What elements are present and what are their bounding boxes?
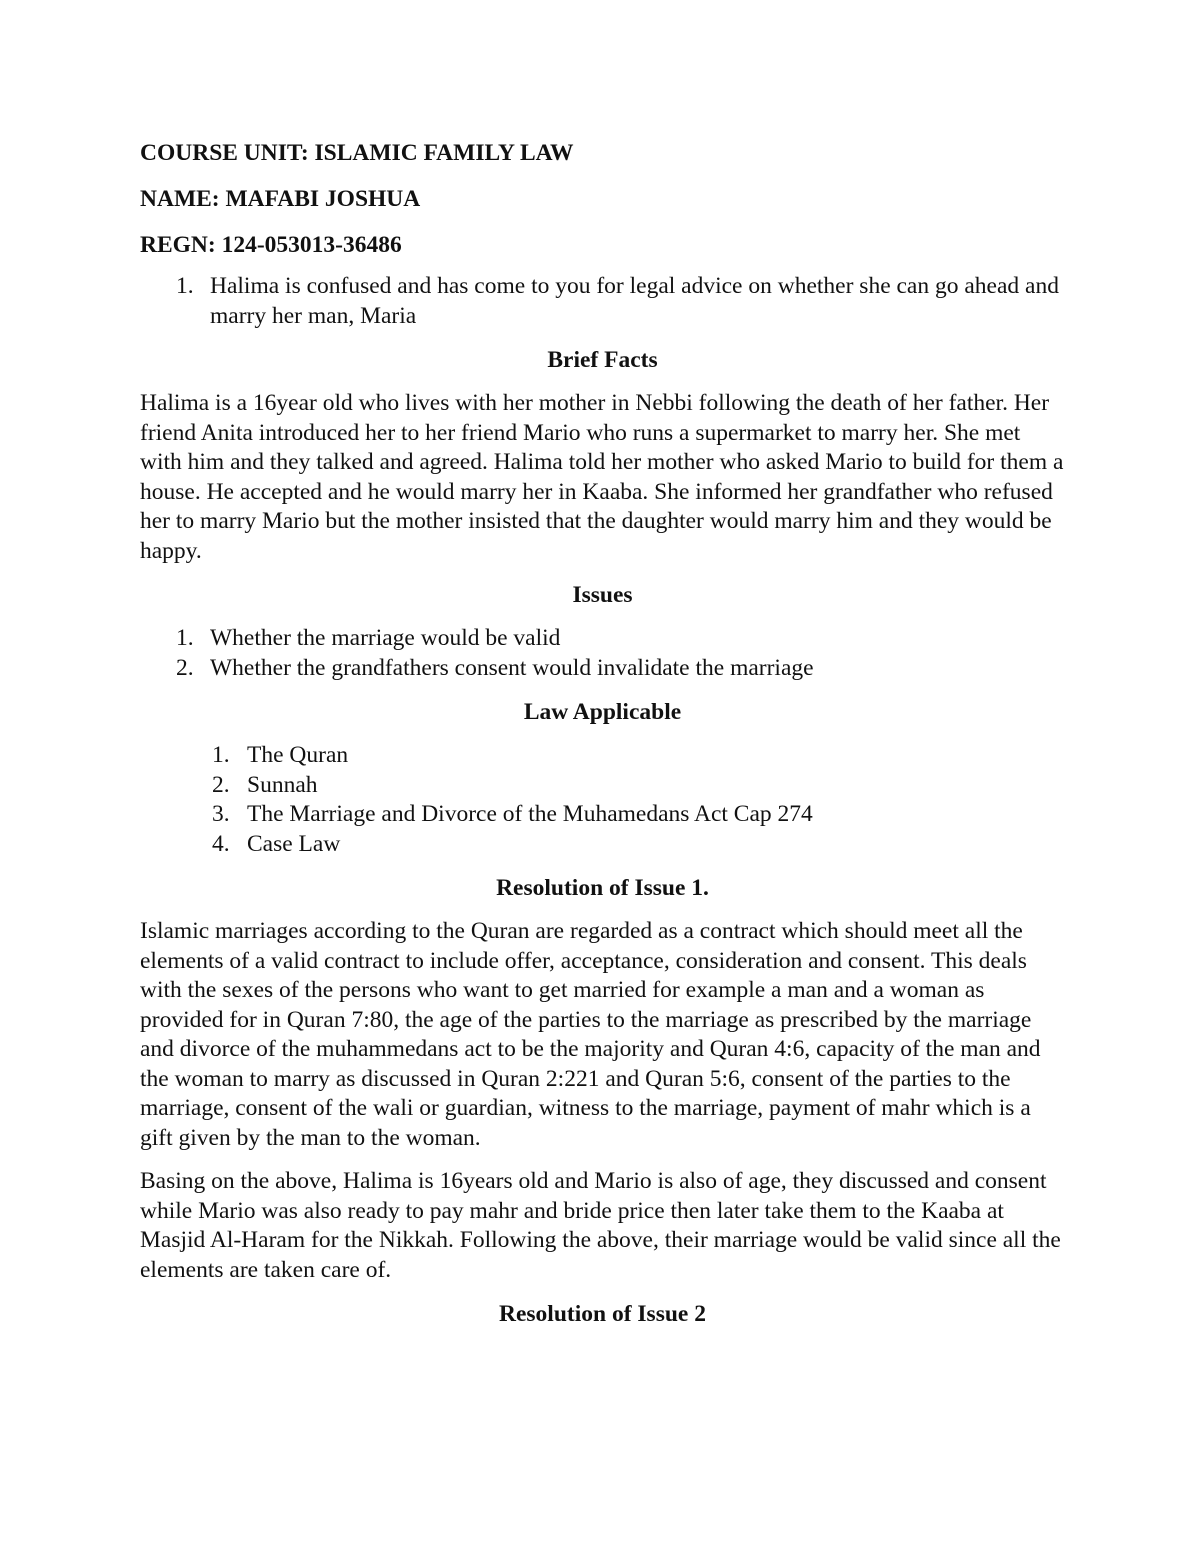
list-number: 1.: [176, 273, 194, 299]
question-list: [140, 272, 1065, 331]
question-text: Halima is confused and has come to you for legal advice on whether she can go ahead and marry her man, Maria: [210, 273, 1059, 329]
resolution-1-paragraph-1: Islamic marriages according to the Quran are regarded as a contract which should meet all the elements of a valid contract to include offer, acceptance, consideration and consent. This deals with the sexes of the persons who want to get married for example a man and a woman as provided for in Quran 7:80, the age of the parties to the marriage as prescribed by the marriage and divorce of the muhammedans act to be the majority and Quran 4:6, capacity of the man and the woman to marry as discussed in Quran 2:221 and Quran 5:6, consent of the parties to the marriage, consent of the wali or guardian, witness to the marriage, payment of mahr which is a gift given by the man to the woman.: [140, 918, 1041, 1151]
list-item: [140, 741, 1065, 771]
list-number: 3.: [212, 801, 230, 827]
list-item-text: Sunnah: [247, 771, 318, 798]
list-item: [140, 771, 1065, 801]
list-item-text: The Quran: [247, 742, 349, 768]
list-number: 1.: [212, 742, 230, 768]
law-applicable-list: [140, 741, 1065, 859]
list-item: [140, 624, 1065, 654]
resolution-issue-1-heading: Resolution of Issue 1.: [496, 875, 709, 901]
list-item-text: Case Law: [247, 830, 341, 857]
list-number: 2.: [212, 771, 230, 798]
list-number: 2.: [176, 654, 194, 681]
list-item: [140, 830, 1065, 860]
resolution-issue-2-heading: Resolution of Issue 2: [499, 1301, 706, 1327]
brief-facts-paragraph: Halima is a 16year old who lives with her mother in Nebbi following the death of her father. Her friend Anita introduced her to her friend Mario who runs a supermarket to marry her. She met with him and they talked and agreed. Halima told her mother who asked Mario to build for them a house. He accepted and he would marry her in Kaaba. She informed her grandfather who refused her to marry Mario but the mother insisted that the daughter would marry him and they would be happy.: [140, 390, 1064, 564]
student-name-line: NAME: MAFABI JOSHUA: [140, 186, 421, 212]
list-item: [140, 654, 1065, 684]
list-item-text: Whether the marriage would be valid: [210, 625, 561, 651]
course-unit-line: COURSE UNIT: ISLAMIC FAMILY LAW: [140, 140, 574, 166]
issues-heading: Issues: [572, 582, 633, 608]
list-item-text: Whether the grandfathers consent would invalidate the marriage: [210, 654, 814, 681]
question-item: [140, 272, 1065, 331]
list-item: [140, 800, 1065, 830]
brief-facts-heading: Brief Facts: [547, 347, 658, 373]
list-number: 4.: [212, 830, 230, 857]
document-page: [140, 138, 1065, 1343]
resolution-1-paragraph-2: Basing on the above, Halima is 16years old and Mario is also of age, they discussed and consent while Mario was also ready to pay mahr and bride price then later take them to the Kaaba at Masjid Al-Haram for the Nikkah. Following the above, their marriage would be valid since all the elements are taken care of.: [140, 1168, 1061, 1283]
issues-list: [140, 624, 1065, 683]
list-item-text: The Marriage and Divorce of the Muhamedans Act Cap 274: [247, 801, 813, 827]
registration-line: REGN: 124-053013-36486: [140, 232, 402, 258]
list-number: 1.: [176, 625, 194, 651]
law-applicable-heading: Law Applicable: [523, 699, 682, 725]
